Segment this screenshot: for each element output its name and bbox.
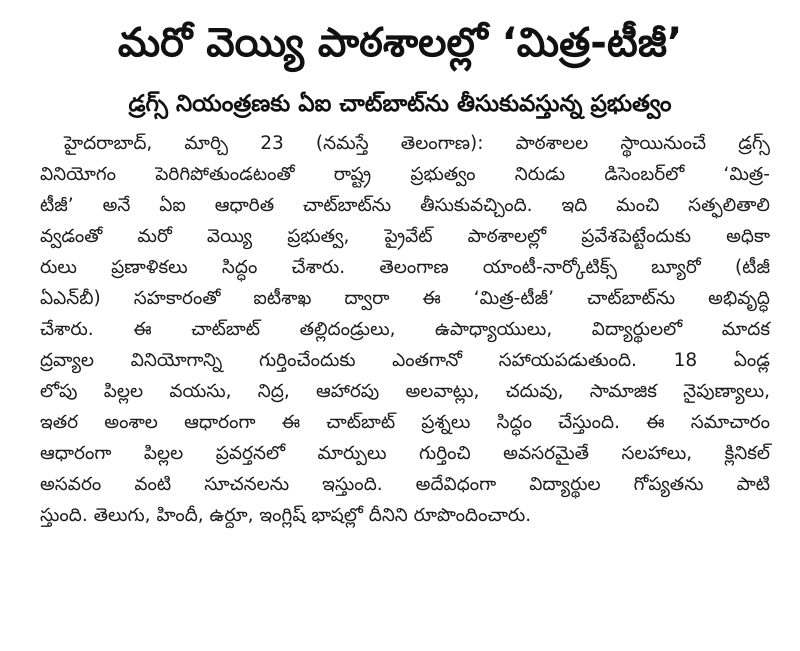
body-line: లోపు పిల్లల వయసు, నిద్ర, ఆహారపు అలవాట్లు, చదువు, సామాజిక నైపుణ్యాలు, xyxy=(40,381,770,402)
body-line: టీజీ’ అనే ఏఐ ఆధారిత చాట్‌బాట్‌ను తీసుకువచ్చింది. ఇది మంచి సత్ఫలితాలి xyxy=(40,195,770,216)
body-line: చేశారు. ఈ చాట్‌బాట్ తల్లిదండ్రులు, ఉపాధ్యాయులు, విద్యార్థులలో మాదక xyxy=(40,319,770,340)
body-line: ద్రవ్యాల వినియోగాన్ని గుర్తించేందుకు ఎంతగానో సహాయపడుతుంది. 18 ఏండ్ల xyxy=(40,350,770,371)
body-line: రులు ప్రణాళికలు సిద్ధం చేశారు. తెలంగాణ యాంటీ-నార్కోటిక్స్ బ్యూరో (టీజీ xyxy=(40,257,770,278)
body-line: వ్వడంతో మరో వెయ్యి ప్రభుత్వ, ప్రైవేట్ పాఠశాలల్లో ప్రవేశపెట్టేందుకు అధికా xyxy=(40,226,770,247)
article-body xyxy=(40,128,770,531)
body-line: ఇతర అంశాల ఆధారంగా ఈ చాట్‌బాట్ ప్రశ్నలు సిద్ధం చేస్తుంది. ఈ సమాచారం xyxy=(40,412,770,433)
headline: మరో వెయ్యి పాఠశాలల్లో ‘మిత్ర-టీజీ’ xyxy=(117,20,683,66)
body-line: స్తుంది. తెలుగు, హిందీ, ఉర్దూ, ఇంగ్లిష్ భాషల్లో దీనిని రూపొందించారు. xyxy=(40,505,532,526)
subheadline: డ్రగ్స్ నియంత్రణకు ఏఐ చాట్‌బాట్‌ను తీసుకువస్తున్న ప్రభుత్వం xyxy=(128,91,672,117)
body-line: ఆధారంగా పిల్లల ప్రవర్తనలో మార్పులు గుర్తించి అవసరమైతే సలహాలు, క్లినికల్ xyxy=(40,443,770,464)
body-line: హైదరాబాద్, మార్చి 23 (నమస్తే తెలంగాణ): పాఠశాలల స్థాయినుంచే డ్రగ్స్ xyxy=(64,133,770,154)
body-line: అసవరం వంటి సూచనలను ఇస్తుంది. అదేవిధంగా విద్యార్థుల గోప్యతను పాటి xyxy=(40,474,770,495)
body-line: వినియోగం పెరిగిపోతుండటంతో రాష్ట్ర ప్రభుత్వం నిరుడు డిసెంబర్‌లో ‘మిత్ర- xyxy=(40,164,770,185)
body-line: ఏఎన్‌బీ) సహకారంతో ఐటీశాఖ ద్వారా ఈ ‘మిత్ర-టీజీ’ చాట్‌బాట్‌ను అభివృద్ధి xyxy=(40,288,770,309)
